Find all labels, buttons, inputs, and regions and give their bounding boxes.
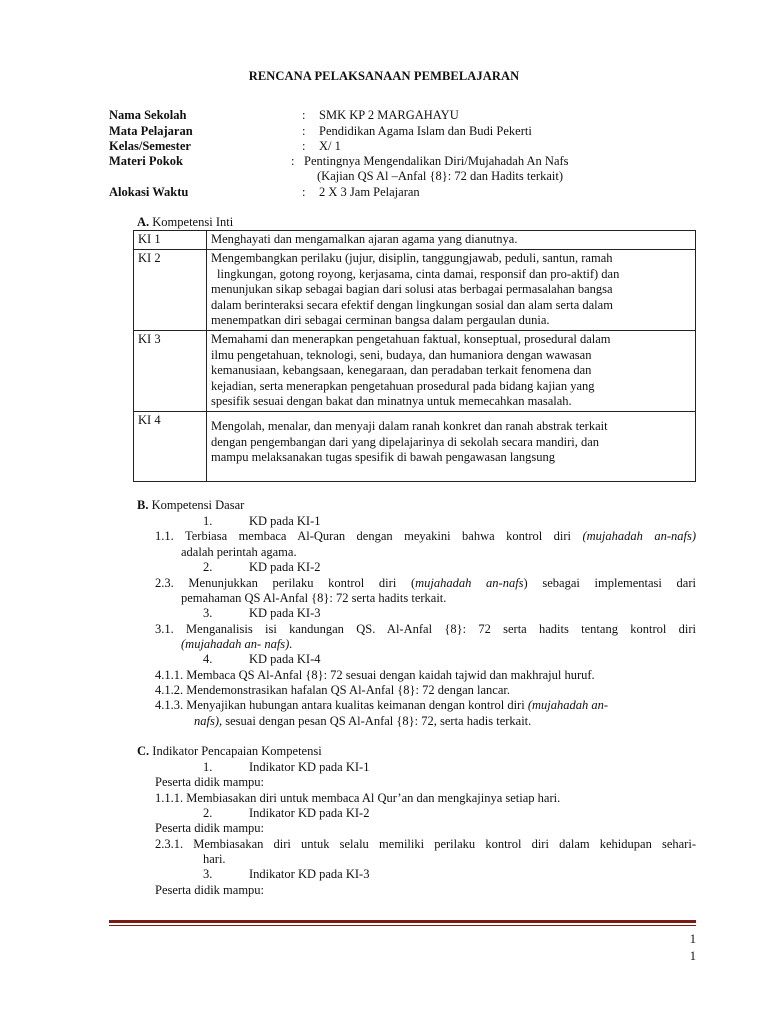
ki-line: kejadian, serta menerapkan pengetahuan prosedural pada bidang kajian yang	[211, 378, 595, 393]
kd-3-1-italic: (mujahadah an- nafs).	[181, 637, 293, 651]
ki-line: kemanusiaan, kebangsaan, kenegaraan, dan peradaban terkait fenomena dan	[211, 363, 592, 378]
time-colon: :	[302, 185, 306, 199]
ki-line: Menghayati dan mengamalkan ajaran agama yang dianutnya.	[211, 232, 518, 246]
ind-2-3-1-line1	[155, 837, 696, 852]
ki-description	[207, 412, 696, 481]
ki-line: menunjukan sikap sebagai bagian dari solusi atas berbagai permasalahan bangsa	[211, 282, 613, 297]
ki-line: dalam berinteraksi secara efektif dengan lingkungan sosial dan alam serta dalam	[211, 297, 613, 312]
section-c-title: Indikator Pencapaian Kompetensi	[152, 744, 322, 758]
document-title: RENCANA PELAKSANAAN PEMBELAJARAN	[248, 69, 520, 83]
subject-value: Pendidikan Agama Islam dan Budi Pekerti	[319, 124, 532, 138]
page-number-top: 1	[689, 932, 696, 946]
section-a-letter: A.	[137, 215, 150, 229]
school-colon: :	[302, 108, 306, 122]
ki-code: KI 2	[134, 250, 207, 331]
kd-4-1-3-italic-2: nafs),	[194, 714, 223, 728]
ki-code: KI 1	[134, 231, 207, 250]
kd-4-1-3-italic: (mujahadah an-	[527, 698, 609, 712]
kd-4-1-3-line1	[155, 698, 608, 713]
ki-spacer	[211, 466, 691, 479]
time-value: 2 X 3 Jam Pelajaran	[319, 185, 420, 199]
kd-2-3-line1	[155, 576, 696, 591]
kd-1-1-italic: (mujahadah an-nafs)	[582, 529, 697, 543]
kd-4-1-3-line2	[194, 714, 531, 729]
ki-line: lingkungan, gotong royong, kerjasama, cinta damai, responsif dan pro-aktif) dan	[217, 266, 620, 281]
time-label: Alokasi Waktu	[109, 185, 189, 199]
topic-value-line2: (Kajian QS Al –Anfal {8}: 72 dan Hadits terkait)	[317, 169, 563, 183]
ki-line: dengan pengembangan dari yang dipelajarinya di sekolah secara mandiri, dan	[211, 434, 600, 449]
school-value: SMK KP 2 MARGAHAYU	[319, 108, 459, 122]
section-a-title: Kompetensi Inti	[152, 215, 234, 229]
kd-group-4-heading: KD pada KI-4	[249, 652, 321, 666]
ki-line: ilmu pengetahuan, teknologi, seni, budaya, dan humaniora dengan wawasan	[211, 347, 592, 362]
footer-rule-thin	[109, 925, 696, 926]
kd-2-3-text-b: ) sebagai implementasi dari	[523, 576, 696, 590]
topic-label: Materi Pokok	[109, 154, 183, 168]
kd-group-2-number: 2.	[203, 560, 213, 574]
ki-line: Mengembangkan perilaku (jujur, disiplin, tanggungjawab, peduli, santun, ramah	[211, 251, 613, 266]
kd-4-1-1: 4.1.1. Membaca QS Al-Anfal {8}: 72 sesuai dengan kaidah tajwid dan makhrajul huruf.	[155, 668, 595, 682]
kd-1-1-text: 1.1. Terbiasa membaca Al-Quran dengan meyakini bahwa kontrol diri	[155, 529, 572, 543]
ki-line: mampu melaksanakan tugas spesifik di bawah pengawasan langsung	[211, 450, 556, 465]
kd-3-1-line1	[155, 622, 696, 637]
subject-label: Mata Pelajaran	[109, 124, 193, 138]
kd-3-1-line2	[181, 637, 292, 652]
kd-1-1-line1	[155, 529, 696, 544]
section-c-heading	[137, 744, 322, 759]
ki-line: spesifik sesuai dengan bakat dan minatnya untuk memecahkan masalah.	[211, 394, 572, 409]
table-row	[134, 250, 696, 331]
table-row	[134, 331, 696, 412]
kd-group-1-heading: KD pada KI-1	[249, 514, 321, 528]
footer-rule-thick	[109, 920, 696, 923]
table-row	[134, 412, 696, 481]
ind-1-1-1: 1.1.1. Membiasakan diri untuk membaca Al Qur’an dan mengkajinya setiap hari.	[155, 791, 561, 805]
section-b-letter: B.	[137, 498, 149, 512]
ind-group-2-number: 2.	[203, 806, 213, 820]
ind-group-1-heading: Indikator KD pada KI-1	[249, 760, 370, 774]
school-label: Nama Sekolah	[109, 108, 187, 122]
kd-4-1-2: 4.1.2. Mendemonstrasikan hafalan QS Al-Anfal {8}: 72 dengan lancar.	[155, 683, 510, 697]
peserta-label-2: Peserta didik mampu:	[155, 821, 265, 835]
kd-1-1-line2: adalah perintah agama.	[181, 545, 297, 559]
ki-description	[207, 331, 696, 412]
kd-group-3-number: 3.	[203, 606, 213, 620]
ki-code: KI 3	[134, 331, 207, 412]
class-label: Kelas/Semester	[109, 139, 191, 153]
table-row	[134, 231, 696, 250]
kd-group-1-number: 1.	[203, 514, 213, 528]
ki-line: menempatkan diri sebagai cerminan bangsa dalam pergaulan dunia.	[211, 313, 550, 328]
ind-2-3-1-line2: hari.	[203, 852, 226, 866]
ind-group-3-heading: Indikator KD pada KI-3	[249, 867, 370, 881]
peserta-label-1: Peserta didik mampu:	[155, 775, 265, 789]
kd-2-3-line2: pemahaman QS Al-Anfal {8}: 72 serta hadits terkait.	[181, 591, 447, 605]
ind-group-3-number: 3.	[203, 867, 213, 881]
ki-description	[207, 231, 696, 250]
kd-4-1-3-text-2: sesuai dengan pesan QS Al-Anfal {8}: 72, serta hadis terkait.	[225, 714, 532, 728]
section-c-letter: C.	[137, 744, 150, 758]
class-value: X/ 1	[319, 139, 341, 153]
ind-group-2-heading: Indikator KD pada KI-2	[249, 806, 370, 820]
page-number-bottom: 1	[689, 949, 696, 963]
topic-value-line1: Pentingnya Mengendalikan Diri/Mujahadah An Nafs	[304, 154, 569, 168]
kompetensi-inti-table	[133, 230, 696, 482]
ind-2-3-1-text: 2.3.1. Membiasakan diri untuk selalu memiliki perilaku kontrol diri dalam kehidupan sehari-	[155, 837, 696, 851]
ki-description	[207, 250, 696, 331]
section-b-title: Kompetensi Dasar	[151, 498, 245, 512]
section-b-heading	[137, 498, 244, 513]
section-a-heading	[137, 215, 233, 230]
kd-group-4-number: 4.	[203, 652, 213, 666]
kd-2-3-italic: mujahadah an-nafs	[415, 576, 524, 590]
topic-colon: :	[291, 154, 295, 168]
ki-line: Mengolah, menalar, dan menyaji dalam ranah konkret dan ranah abstrak terkait	[211, 419, 608, 434]
subject-colon: :	[302, 124, 306, 138]
kd-group-2-heading: KD pada KI-2	[249, 560, 321, 574]
class-colon: :	[302, 139, 306, 153]
kd-group-3-heading: KD pada KI-3	[249, 606, 321, 620]
ki-code: KI 4	[134, 412, 207, 481]
ki-line: Memahami dan menerapkan pengetahuan faktual, konseptual, prosedural dalam	[211, 332, 611, 347]
peserta-label-3: Peserta didik mampu:	[155, 883, 265, 897]
kd-2-3-text-a: 2.3. Menunjukkan perilaku kontrol diri (	[155, 576, 416, 590]
ind-group-1-number: 1.	[203, 760, 213, 774]
kd-4-1-3-text: 4.1.3. Menyajikan hubungan antara kualitas keimanan dengan kontrol diri	[155, 698, 525, 712]
kd-3-1-text: 3.1. Menganalisis isi kandungan QS. Al-Anfal {8}: 72 serta hadits tentang kontrol diri	[155, 622, 696, 636]
